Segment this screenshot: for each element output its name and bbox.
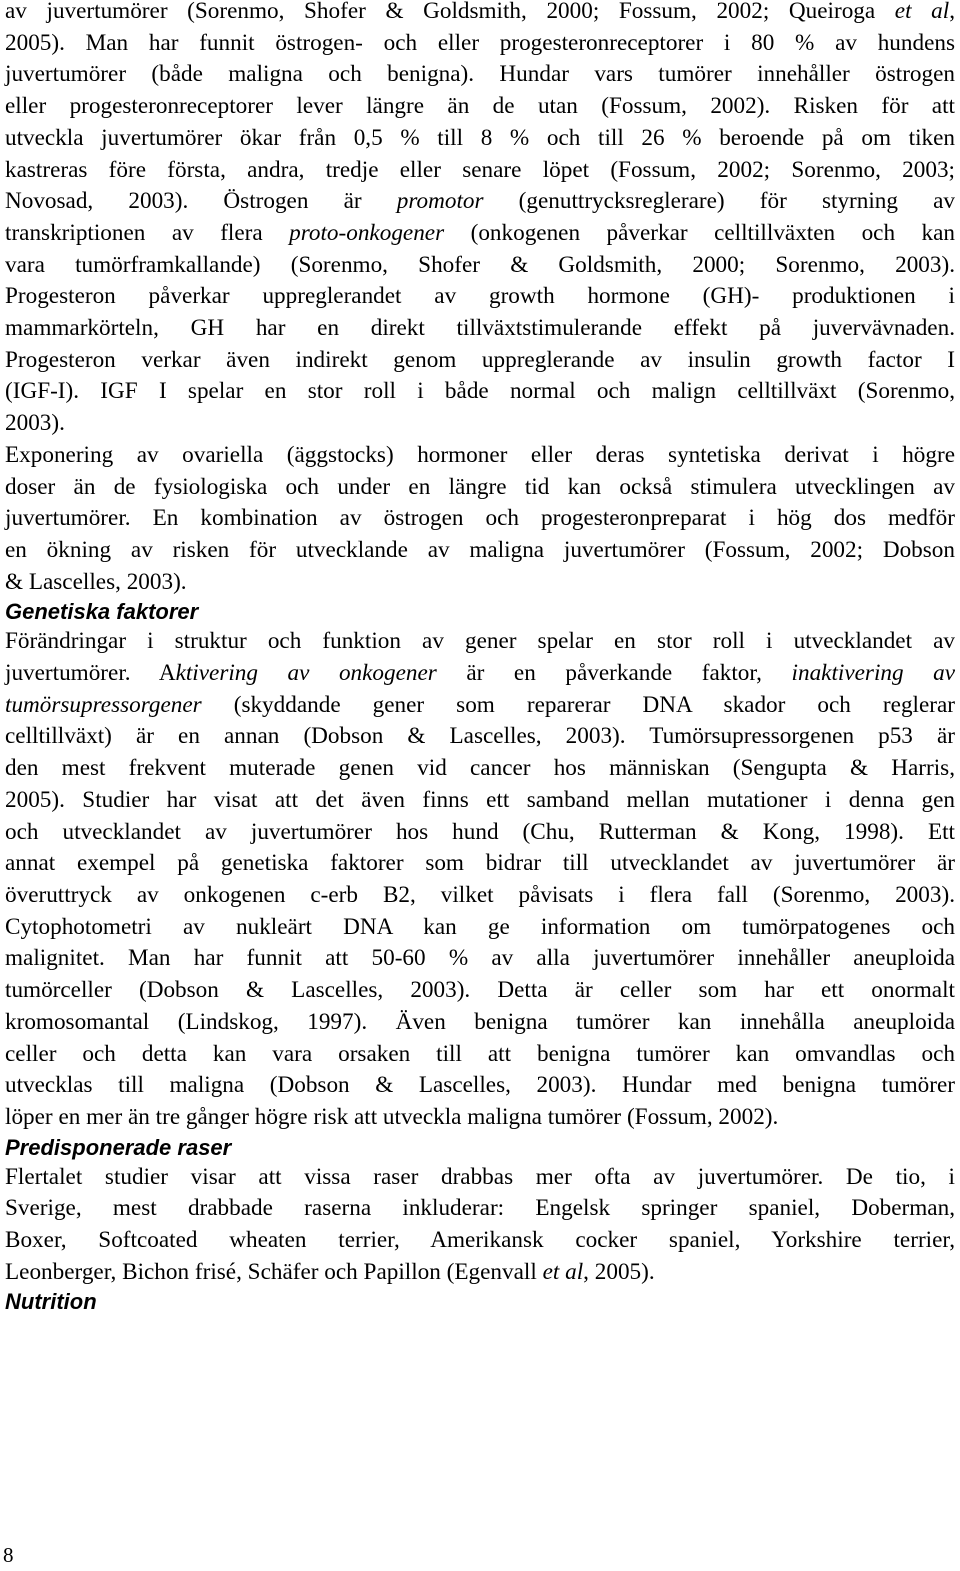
text-line: Progesteron påverkar uppreglerandet av growth hormone (GH)- produktionen i (5, 283, 955, 310)
text-line: juvertumörer (både maligna och benigna). Hundar vars tumörer innehåller östrogen (5, 61, 955, 88)
document-page (5, 0, 955, 1316)
paragraph-exposure (5, 440, 955, 599)
text-line: Progesteron verkar även indirekt genom uppreglerande av insulin growth factor I (5, 346, 955, 373)
text-line: Boxer, Softcoated wheaten terrier, Amerikansk cocker spaniel, Yorkshire terrier, (5, 1227, 955, 1254)
text-line: Flertalet studier visar att vissa raser drabbas mer ofta av juvertumörer. De tio, i (5, 1163, 955, 1190)
section-heading-genetic-factors: Genetiska faktorer (5, 599, 199, 625)
text-line: juvertumörer. Aktivering av onkogener är en påverkande faktor, inaktivering av (5, 660, 955, 687)
text-line: & Lascelles, 2003). (5, 568, 187, 595)
text-line: löper en mer än tre gånger högre risk att utveckla maligna tumörer (Fossum, 2002). (5, 1103, 779, 1130)
paragraph-genetic-factors (5, 626, 955, 1133)
text-line: kastreras före första, andra, tredje eller senare löpet (Fossum, 2002; Sorenmo, 2003; (5, 156, 955, 183)
text-line: (IGF-I). IGF I spelar en stor roll i både normal och malign celltillväxt (Sorenmo, (5, 378, 955, 405)
text-line: mammarkörteln, GH har en direkt tillväxtstimulerande effekt på juvervävnaden. (5, 315, 955, 342)
text-line: vara tumörframkallande) (Sorenmo, Shofer & Goldsmith, 2000; Sorenmo, 2003). (5, 251, 955, 278)
text-line: doser än de fysiologiska och under en längre tid kan också stimulera utvecklingen av (5, 473, 955, 500)
text-line: kromosomantal (Lindskog, 1997). Även benigna tumörer kan innehålla aneuploida (5, 1008, 955, 1035)
text-line: Cytophotometri av nukleärt DNA kan ge information om tumörpatogenes och (5, 913, 955, 940)
text-line: och utvecklandet av juvertumörer hos hund (Chu, Rutterman & Kong, 1998). Ett (5, 818, 955, 845)
section-heading-predisposed-breeds: Predisponerade raser (5, 1134, 232, 1160)
paragraph-hormones (5, 0, 955, 440)
section-heading-nutrition: Nutrition (5, 1289, 97, 1315)
text-line: transkriptionen av flera proto-onkogener (onkogenen påverkar celltillväxten och kan (5, 219, 956, 246)
text-line: annat exempel på genetiska faktorer som bidrar till utvecklandet av juvertumörer är (5, 850, 955, 877)
text-line: Exponering av ovariella (äggstocks) hormoner eller deras syntetiska derivat i högre (5, 441, 955, 468)
page-number: 8 (3, 1543, 14, 1567)
text-line: tumörsupressorgener (skyddande gener som reparerar DNA skador och reglerar (5, 691, 956, 718)
text-line: tumörceller (Dobson & Lascelles, 2003). Detta är celler som har ett onormalt (5, 977, 955, 1004)
text-line: 2005). Man har funnit östrogen- och eller progesteronreceptorer i 80 % av hundens (5, 29, 955, 56)
text-line: Leonberger, Bichon frisé, Schäfer och Papillon (Egenvall et al, 2005). (5, 1258, 655, 1285)
text-line: utveckla juvertumörer ökar från 0,5 % till 8 % och till 26 % beroende på om tiken (5, 124, 955, 151)
text-line: eller progesteronreceptorer lever längre än de utan (Fossum, 2002). Risken för att (5, 93, 955, 120)
text-line: en ökning av risken för utvecklande av maligna juvertumörer (Fossum, 2002; Dobson (5, 536, 955, 563)
text-line: av juvertumörer (Sorenmo, Shofer & Goldsmith, 2000; Fossum, 2002; Queiroga et al, (5, 0, 955, 24)
text-line: Novosad, 2003). Östrogen är promotor (genuttrycksreglerare) för styrning av (5, 188, 956, 215)
text-line: 2005). Studier har visat att det även finns ett samband mellan mutationer i denna gen (5, 786, 955, 813)
text-line: 2003). (5, 410, 65, 437)
text-line: överuttryck av onkogenen c-erb B2, vilket påvisats i flera fall (Sorenmo, 2003). (5, 881, 955, 908)
text-line: malignitet. Man har funnit att 50-60 % av alla juvertumörer innehåller aneuploida (5, 945, 955, 972)
text-line: Förändringar i struktur och funktion av gener spelar en stor roll i utvecklandet av (5, 628, 955, 655)
text-line: juvertumörer. En kombination av östrogen och progesteronpreparat i hög dos medför (5, 505, 955, 532)
paragraph-predisposed-breeds (5, 1162, 955, 1289)
text-line: celler och detta kan vara orsaken till att benigna tumörer kan omvandlas och (5, 1040, 955, 1067)
text-line: Sverige, mest drabbade raserna inkluderar: Engelsk springer spaniel, Doberman, (5, 1195, 955, 1222)
text-line: utvecklas till maligna (Dobson & Lascelles, 2003). Hundar med benigna tumörer (5, 1072, 955, 1099)
text-line: celltillväxt) är en annan (Dobson & Lascelles, 2003). Tumörsupressorgenen p53 är (5, 723, 955, 750)
text-line: den mest frekvent muterade genen vid cancer hos människan (Sengupta & Harris, (5, 755, 955, 782)
